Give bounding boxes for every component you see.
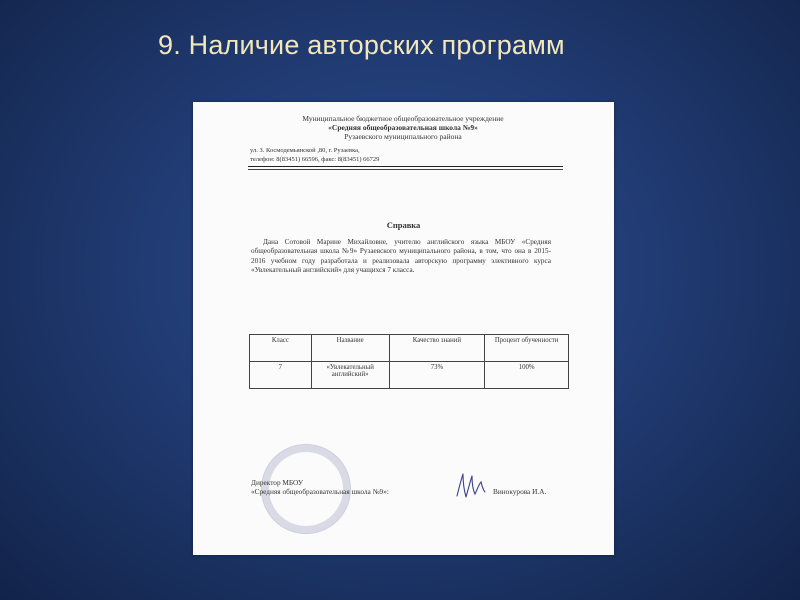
director-signature-block bbox=[251, 478, 389, 496]
col-header-percent: Процент обученности bbox=[485, 335, 569, 362]
school-address bbox=[250, 147, 379, 164]
slide-title: 9. Наличие авторских программ bbox=[158, 30, 565, 60]
header-line-2: «Средняя общеобразовательная школа №9» bbox=[328, 123, 478, 132]
col-header-quality: Качество знаний bbox=[389, 335, 485, 362]
header-rule-thin bbox=[248, 169, 563, 170]
header-line-3: Рузаевского муниципального района bbox=[344, 132, 462, 141]
table-row bbox=[250, 362, 569, 389]
col-header-class: Класс bbox=[250, 335, 312, 362]
cell-class: 7 bbox=[250, 362, 312, 389]
school-header bbox=[243, 114, 563, 141]
director-name: Винокурова И.А. bbox=[493, 487, 547, 496]
cell-name: «Увлекательный английский» bbox=[311, 362, 389, 389]
address-line-1: ул. З. Космодемьянской ,80, г. Рузаевка, bbox=[250, 147, 360, 154]
cell-percent: 100% bbox=[485, 362, 569, 389]
header-line-1: Муниципальное бюджетное общеобразовательное учреждение bbox=[302, 114, 504, 123]
header-rule-thick bbox=[248, 166, 563, 167]
address-line-2: телефон: 8(83451) 66596, факс: 8(83451) 66729 bbox=[250, 155, 380, 163]
cell-quality: 73% bbox=[389, 362, 485, 389]
col-header-name: Название bbox=[311, 335, 389, 362]
director-title: Директор МБОУ bbox=[251, 478, 304, 487]
table-header-row bbox=[250, 335, 569, 362]
document-heading: Справка bbox=[386, 220, 421, 230]
handwritten-signature bbox=[453, 470, 487, 500]
director-school: «Средняя общеобразовательная школа №9»: bbox=[251, 487, 389, 496]
results-table bbox=[249, 334, 569, 389]
scanned-certificate bbox=[193, 102, 614, 555]
certificate-body: Дана Сотовой Марине Михайловне, учителю английского языка МБОУ «Средняя общеобразовательная школа №9» Рузаевского муниципального района, в том, что она в 2015-2016 учебном году разработала и реализовала авторскую программу элективного курса «Увлекательный английский» для учащихся 7 класса. bbox=[251, 238, 551, 274]
